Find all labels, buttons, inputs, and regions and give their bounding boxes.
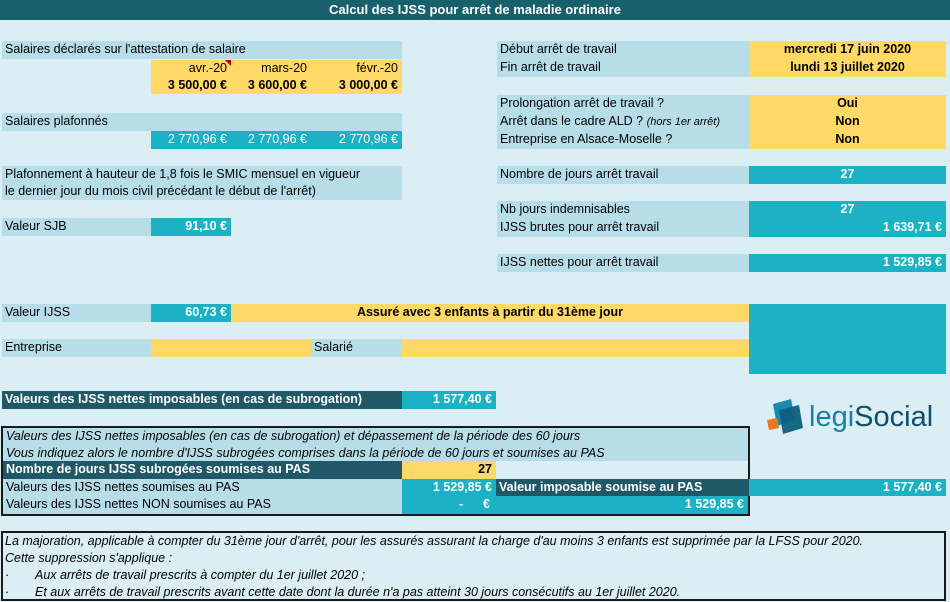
pas-nb-value[interactable]: 27 bbox=[402, 461, 496, 479]
ijss-label: Valeur IJSS bbox=[2, 304, 151, 322]
salarie-field[interactable] bbox=[402, 339, 749, 357]
footer-line1: La majoration, applicable à compter du 31ème jour d'arrêt, pour les assurés assurant la charge d'au moins 3 enfants est supprimée par la LFSS pour 2020. bbox=[5, 534, 864, 548]
month-1: avr.-20 bbox=[151, 60, 231, 77]
plafonnes-label: Salaires plafonnés bbox=[2, 113, 402, 131]
footer-item2: Et aux arrêts de travail prescrits avant cette date dont la durée n'a pas atteint 30 jours consécutifs au 1er juillet 2020. bbox=[35, 585, 681, 599]
plafonnement-line1: Plafonnement à hauteur de 1,8 fois le SMIC mensuel en vigueur bbox=[2, 166, 402, 183]
imposables-label: Valeurs des IJSS nettes imposables (en cas de subrogation) bbox=[2, 391, 402, 409]
imposables-value: 1 577,40 € bbox=[402, 391, 496, 409]
pas-soumises-value: 1 529,85 € bbox=[402, 479, 496, 496]
ald-hint: (hors 1er arrêt) bbox=[646, 116, 720, 128]
alsace-value[interactable]: Non bbox=[749, 131, 946, 149]
nettes-value: 1 529,85 € bbox=[749, 254, 946, 272]
ald-label bbox=[497, 113, 749, 131]
month-2: mars-20 bbox=[231, 60, 311, 77]
sjb-label: Valeur SJB bbox=[2, 218, 151, 236]
nettes-label: IJSS nettes pour arrêt travail bbox=[497, 254, 749, 272]
plafonnement-line2: le dernier jour du mois civil précédant le début de l'arrêt) bbox=[2, 183, 402, 200]
salaire-value-2[interactable]: 3 600,00 € bbox=[231, 77, 311, 94]
footer-bullet-1: · bbox=[5, 568, 10, 582]
nb-indem-label: Nb jours indemnisables bbox=[497, 201, 749, 219]
plafonne-value-1: 2 770,96 € bbox=[151, 131, 231, 149]
fin-value[interactable]: lundi 13 juillet 2020 bbox=[749, 59, 946, 77]
page-title: Calcul des IJSS pour arrêt de maladie ordinaire bbox=[0, 0, 950, 20]
pas-non-soumises-label: Valeurs des IJSS nettes NON soumises au PAS bbox=[3, 496, 402, 514]
entreprise-field[interactable] bbox=[151, 339, 311, 357]
pas-non-soumises-currency: € bbox=[483, 497, 490, 511]
plafonne-value-2: 2 770,96 € bbox=[231, 131, 311, 149]
alsace-label: Entreprise en Alsace-Moselle ? bbox=[497, 131, 749, 149]
ijss-value: 60,73 € bbox=[151, 304, 231, 322]
plafonne-value-3: 2 770,96 € bbox=[311, 131, 402, 149]
entreprise-label: Entreprise bbox=[2, 339, 151, 357]
salaire-value-1[interactable]: 3 500,00 € bbox=[151, 77, 231, 94]
ald-value[interactable]: Non bbox=[749, 113, 946, 131]
logo-text-legi: legi bbox=[809, 401, 855, 433]
pas-nb-label: Nombre de jours IJSS subrogées soumises au PAS bbox=[3, 461, 402, 479]
pas-non-soumises-dash: - bbox=[459, 497, 464, 511]
month-3: févr.-20 bbox=[311, 60, 402, 77]
pas-imposable-label: Valeur imposable soumise au PAS bbox=[496, 479, 749, 496]
teal-block bbox=[749, 304, 946, 374]
pas-imposable-value: 1 577,40 € bbox=[749, 479, 946, 496]
salaires-label: Salaires déclarés sur l'attestation de salaire bbox=[2, 41, 402, 59]
fin-label: Fin arrêt de travail bbox=[497, 59, 749, 77]
pas-line1: Valeurs des IJSS nettes imposables (en cas de subrogation) et dépassement de la période des 60 jours bbox=[3, 428, 748, 445]
pas-soumises-label: Valeurs des IJSS nettes soumises au PAS bbox=[3, 479, 402, 496]
logo-text-social: Social bbox=[854, 401, 934, 433]
nb-jours-value: 27 bbox=[749, 166, 946, 184]
debut-label: Début arrêt de travail bbox=[497, 41, 749, 59]
pas-non-soumises-value bbox=[402, 496, 496, 514]
salaire-value-3[interactable]: 3 000,00 € bbox=[311, 77, 402, 94]
logo-mark-icon bbox=[765, 398, 807, 436]
footer-item1: Aux arrêts de travail prescrits à compter du 1er juillet 2020 ; bbox=[35, 568, 366, 582]
pas-second-value: 1 529,85 € bbox=[496, 496, 748, 514]
brutes-value: 1 639,71 € bbox=[749, 219, 946, 237]
sjb-value: 91,10 € bbox=[151, 218, 231, 236]
logo-text bbox=[809, 398, 933, 436]
salarie-label: Salarié bbox=[311, 339, 402, 357]
nb-indem-value: 27 bbox=[749, 201, 946, 219]
brutes-label: IJSS brutes pour arrêt travail bbox=[497, 219, 749, 237]
legisocial-logo bbox=[765, 398, 940, 438]
ijss-note: Assuré avec 3 enfants à partir du 31ème jour bbox=[231, 304, 749, 322]
prolongation-value[interactable]: Oui bbox=[749, 95, 946, 113]
footer-line2: Cette suppression s'applique : bbox=[5, 551, 173, 565]
debut-value[interactable]: mercredi 17 juin 2020 bbox=[749, 41, 946, 59]
pas-line2: Vous indiquez alors le nombre d'IJSS subrogées comprises dans la période de 60 jours et soumises au PAS bbox=[3, 445, 748, 461]
footer-bullet-2: · bbox=[5, 585, 10, 599]
prolongation-label: Prolongation arrêt de travail ? bbox=[497, 95, 749, 113]
ald-label-text: Arrêt dans le cadre ALD ? bbox=[500, 114, 644, 128]
nb-jours-label: Nombre de jours arrêt travail bbox=[497, 166, 749, 184]
